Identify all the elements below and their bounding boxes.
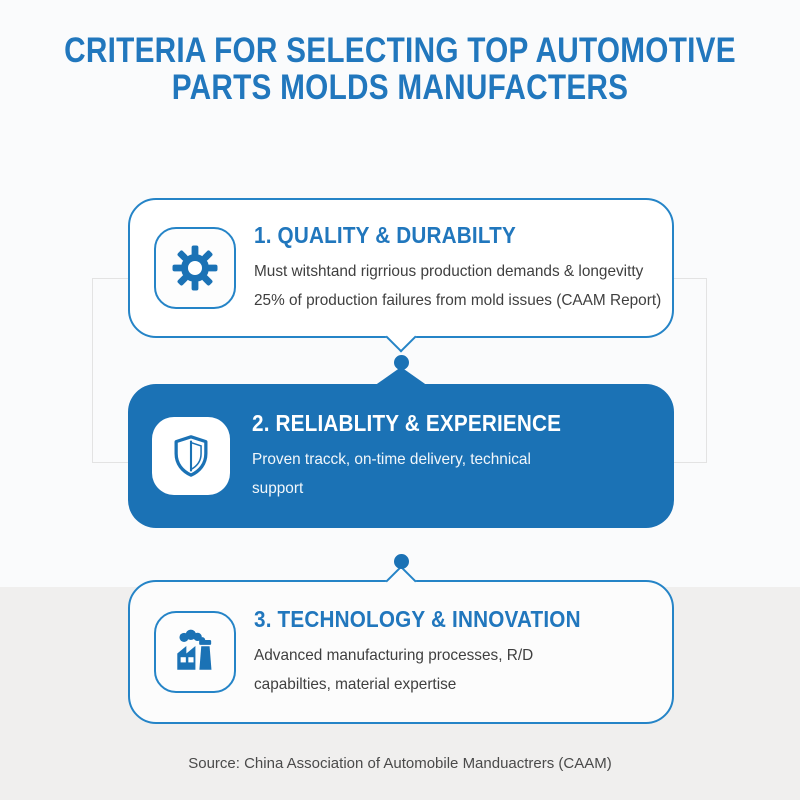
card-text	[252, 410, 595, 503]
card-quality-durability	[128, 198, 674, 338]
card-body-line: Proven tracck, on-time delivery, technical	[252, 450, 531, 468]
card-body	[252, 445, 582, 503]
card-text	[254, 606, 617, 699]
source-text: Source: China Association of Automobile Manduactrers (CAAM)	[188, 755, 612, 772]
card-body-line: 25% of production failures from mold issues (CAAM Report)	[254, 291, 662, 309]
card-body	[254, 641, 602, 699]
shield-icon	[152, 417, 230, 495]
connector-dot	[394, 554, 409, 569]
gear-icon	[154, 227, 236, 309]
card-heading: 1. QUALITY & DURABILTY	[254, 221, 516, 248]
card-heading: 2. RELIABLITY & EXPERIENCE	[252, 409, 562, 436]
card-heading: 3. TECHNOLOGY & INNOVATION	[254, 605, 581, 632]
page-title-line-2: PARTS MOLDS MANUFACTERS	[171, 68, 629, 107]
page-title	[60, 32, 740, 106]
card-text	[254, 222, 678, 315]
card-body	[254, 257, 661, 315]
factory-icon	[154, 611, 236, 693]
card-reliability-experience	[128, 384, 674, 528]
card-body-line: capabilties, material expertise	[254, 675, 457, 693]
page-title-line-1: CRITERIA FOR SELECTING TOP AUTOMOTIVE	[64, 31, 736, 70]
card-body-line: support	[252, 479, 304, 497]
card-body-line: Advanced manufacturing processes, R/D	[254, 646, 534, 664]
card-body-line: Must witshtand rigrrious production demands & longevitty	[254, 262, 644, 280]
card-technology-innovation	[128, 580, 674, 724]
